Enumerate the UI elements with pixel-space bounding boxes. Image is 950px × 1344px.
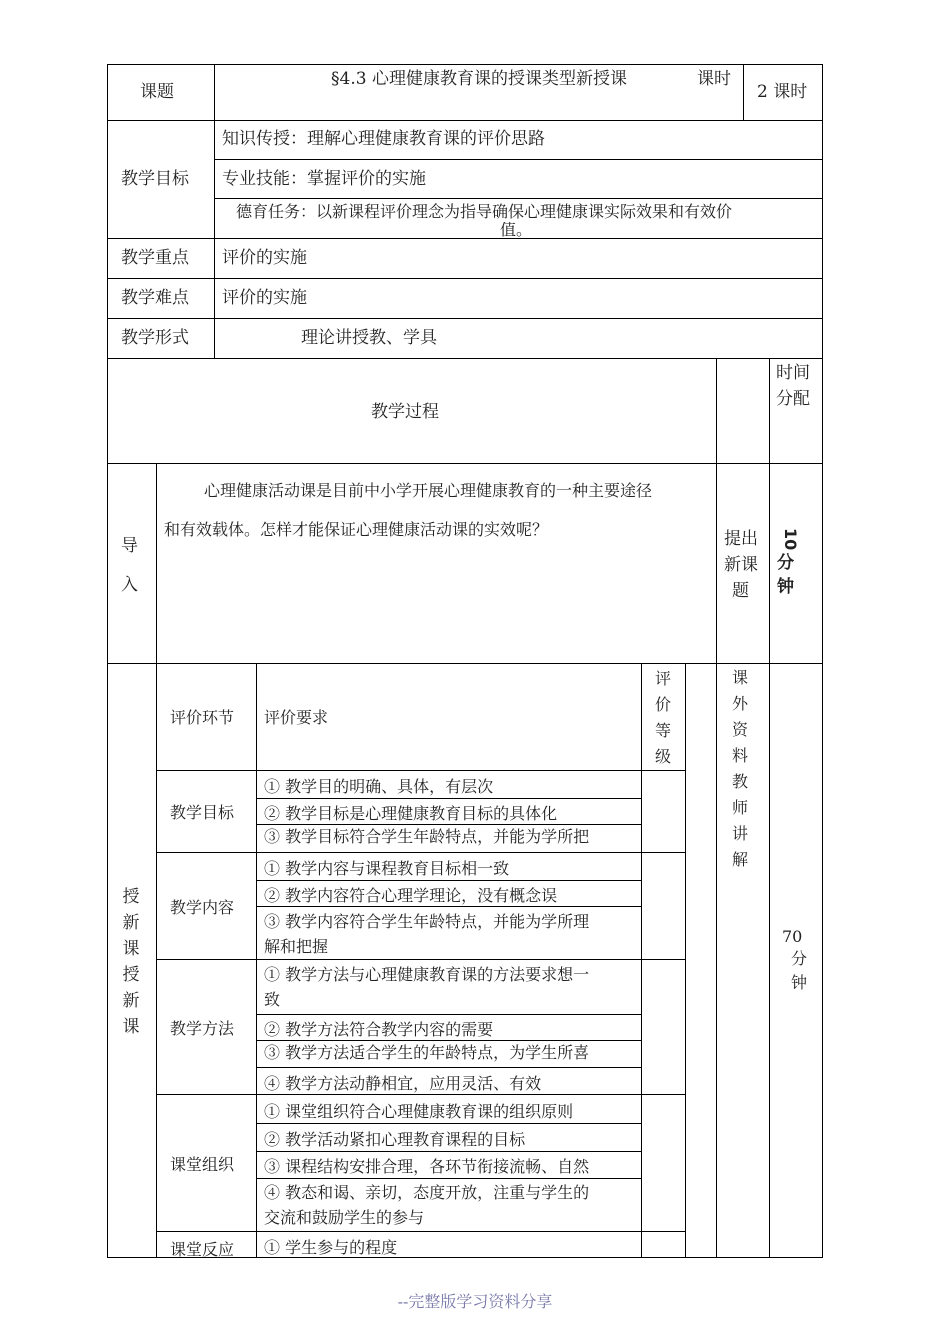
stage-name-response: 课堂反应 xyxy=(170,1240,235,1259)
time-label-1: 时间 xyxy=(776,363,810,383)
list-item: ③ 课程结构安排合理，各环节衔接流畅、自然 xyxy=(264,1157,590,1176)
list-item: ② 教学方法符合教学内容的需要 xyxy=(264,1020,494,1039)
objective-knowledge: 知识传授：理解心理健康教育课的评价思路 xyxy=(222,129,545,149)
list-item: ③ 教学方法适合学生的年龄特点，为学生所喜 xyxy=(264,1043,590,1062)
new-lesson-time-unit: 分 钟 xyxy=(790,949,807,992)
intro-method-2: 新课 xyxy=(724,555,758,575)
intro-method-3: 题 xyxy=(732,581,749,601)
footer-text: --完整版学习资料分享 xyxy=(397,1292,553,1311)
difficulty-label: 教学难点 xyxy=(121,288,189,308)
difficulty-value: 评价的实施 xyxy=(222,288,307,308)
list-item: ③ 教学目标符合学生年龄特点，并能为学所把 xyxy=(264,827,590,846)
objectives-label: 教学目标 xyxy=(121,169,189,189)
list-item: 交流和鼓励学生的参与 xyxy=(264,1208,425,1227)
intro-label-2: 入 xyxy=(121,575,138,595)
intro-time-unit-1: 分 xyxy=(777,553,794,573)
new-lesson-time-num: 70 xyxy=(782,927,803,946)
stage-name-organization: 课堂组织 xyxy=(170,1155,235,1174)
intro-time-unit-2: 钟 xyxy=(777,577,794,597)
header-stage: 评价环节 xyxy=(170,708,235,727)
list-item: ④ 教学方法动静相宜，应用灵活、有效 xyxy=(264,1074,542,1093)
key-point-label: 教学重点 xyxy=(121,248,189,268)
list-item: 解和把握 xyxy=(264,937,329,956)
new-lesson-label: 授 新 课 授 新 课 xyxy=(122,887,140,1037)
objective-skill: 专业技能：掌握评价的实施 xyxy=(222,169,426,189)
stage-name-content: 教学内容 xyxy=(170,898,235,917)
header-grade: 评 价 等 级 xyxy=(654,669,671,766)
header-requirement: 评价要求 xyxy=(264,708,329,727)
intro-time-num: 10 xyxy=(781,528,800,551)
process-label: 教学过程 xyxy=(371,402,439,422)
topic-value: §4.3 心理健康教育课的授课类型新授课 xyxy=(331,69,627,89)
list-item: ① 教学目的明确、具体，有层次 xyxy=(264,777,494,796)
stage-name-method: 教学方法 xyxy=(170,1019,235,1038)
list-item: ① 教学方法与心理健康教育课的方法要求想一 xyxy=(264,965,590,984)
intro-text-line2: 和有效载体。怎样才能保证心理健康活动课的实效呢？ xyxy=(164,520,549,539)
intro-method-1: 提出 xyxy=(724,529,758,549)
hours-value: 2 课时 xyxy=(757,82,808,102)
objective-moral-line2: 值。 xyxy=(500,222,533,237)
list-item: ② 教学活动紧扣心理教育课程的目标 xyxy=(264,1130,526,1149)
list-item: ② 教学目标是心理健康教育目标的具体化 xyxy=(264,804,558,823)
topic-label: 课题 xyxy=(140,82,174,102)
objective-moral-line1: 德育任务：以新课程评价理念为指导确保心理健康课实际效果和有效价 xyxy=(236,202,733,221)
new-lesson-method: 课 外 资 料 教 师 讲 解 xyxy=(731,668,748,869)
time-label-2: 分配 xyxy=(776,389,810,409)
list-item: 致 xyxy=(264,990,281,1009)
intro-label-1: 导 xyxy=(121,536,138,556)
key-point-value: 评价的实施 xyxy=(222,248,307,268)
list-item: ① 教学内容与课程教育目标相一致 xyxy=(264,859,510,878)
hours-label: 课时 xyxy=(697,69,731,89)
list-item: ① 学生参与的程度 xyxy=(264,1238,398,1257)
list-item: ③ 教学内容符合学生年龄特点，并能为学所理 xyxy=(264,912,590,931)
list-item: ④ 教态和谒、亲切，态度开放，注重与学生的 xyxy=(264,1183,590,1202)
stage-name-objectives: 教学目标 xyxy=(170,803,235,822)
intro-text-line1: 心理健康活动课是目前中小学开展心理健康教育的一种主要途径 xyxy=(204,481,653,500)
form-value: 理论讲授教、学具 xyxy=(301,328,437,348)
form-label: 教学形式 xyxy=(121,328,189,348)
list-item: ① 课堂组织符合心理健康教育课的组织原则 xyxy=(264,1102,574,1121)
list-item: ② 教学内容符合心理学理论，没有概念误 xyxy=(264,886,558,905)
